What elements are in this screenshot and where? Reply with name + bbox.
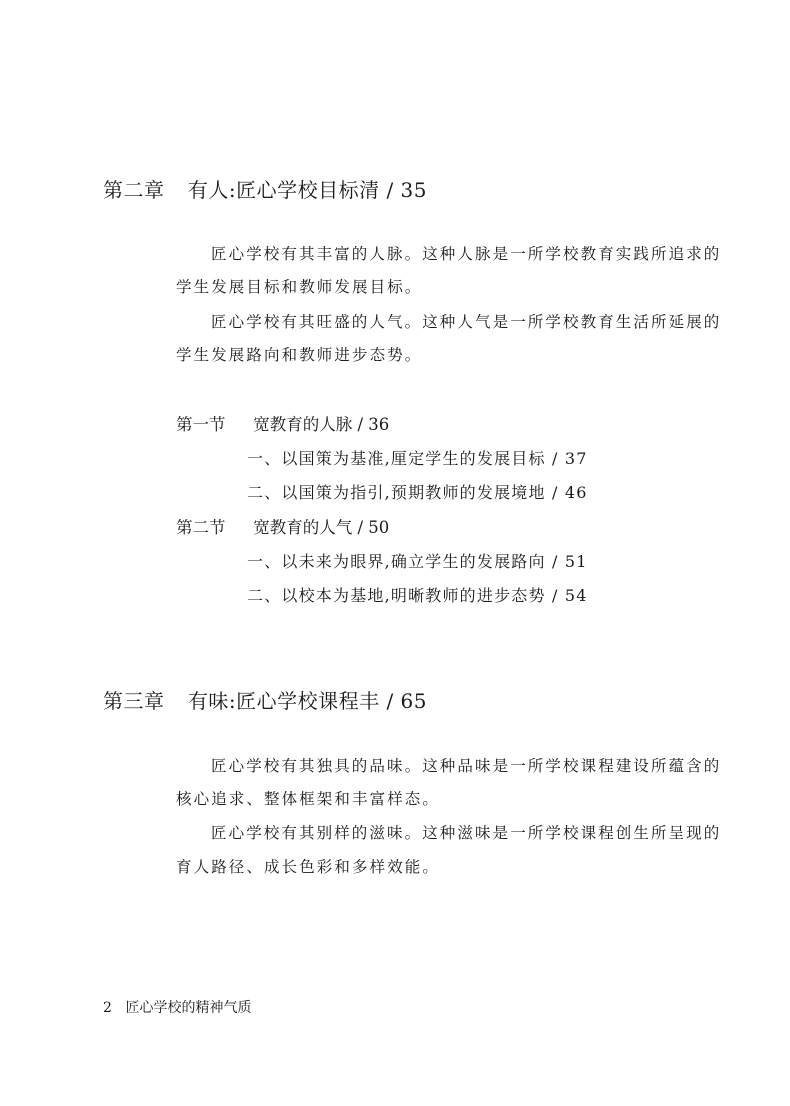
section-1-title: 宽教育的人脉 / 36	[253, 415, 390, 434]
chapter-3-intro-line-1: 匠心学校有其独具的品味。这种品味是一所学校课程建设所蕴含的	[211, 757, 722, 775]
section-1-heading	[176, 411, 389, 435]
section-2-heading	[176, 514, 389, 538]
chapter-2-label: 第二章	[103, 178, 165, 202]
section-1-item-2: 二、以国策为指引,预期教师的发展境地 / 46	[247, 483, 588, 502]
page-footer	[103, 997, 251, 1017]
section-2-label: 第二节	[176, 518, 226, 537]
section-2-item-1: 一、以未来为眼界,确立学生的发展路向 / 51	[247, 552, 588, 571]
chapter-3-title: 有味:匠心学校课程丰 / 65	[187, 689, 427, 713]
chapter-3-intro-line-2: 核心追求、整体框架和丰富样态。	[176, 790, 441, 808]
chapter-2-title: 有人:匠心学校目标清 / 35	[187, 178, 427, 202]
chapter-2-heading	[103, 174, 427, 203]
chapter-3-heading	[103, 685, 427, 714]
chapter-3-intro-line-4: 育人路径、成长色彩和多样效能。	[176, 858, 441, 876]
page-number: 2	[103, 1000, 112, 1016]
section-2-title: 宽教育的人气 / 50	[253, 518, 390, 537]
chapter-2-intro-line-1: 匠心学校有其丰富的人脉。这种人脉是一所学校教育实践所追求的	[211, 245, 722, 263]
running-title: 匠心学校的精神气质	[125, 1000, 252, 1016]
section-1-item-1: 一、以国策为基准,厘定学生的发展目标 / 37	[247, 449, 588, 468]
chapter-2-intro-line-2: 学生发展目标和教师发展目标。	[176, 278, 423, 296]
section-1-label: 第一节	[176, 415, 226, 434]
chapter-2-intro-line-3: 匠心学校有其旺盛的人气。这种人气是一所学校教育生活所延展的	[211, 313, 722, 331]
section-2-item-2: 二、以校本为基地,明晰教师的进步态势 / 54	[247, 586, 588, 605]
chapter-3-intro-line-3: 匠心学校有其别样的滋味。这种滋味是一所学校课程创生所呈现的	[211, 824, 722, 842]
chapter-2-intro-line-4: 学生发展路向和教师进步态势。	[176, 346, 423, 364]
chapter-3-label: 第三章	[103, 689, 165, 713]
